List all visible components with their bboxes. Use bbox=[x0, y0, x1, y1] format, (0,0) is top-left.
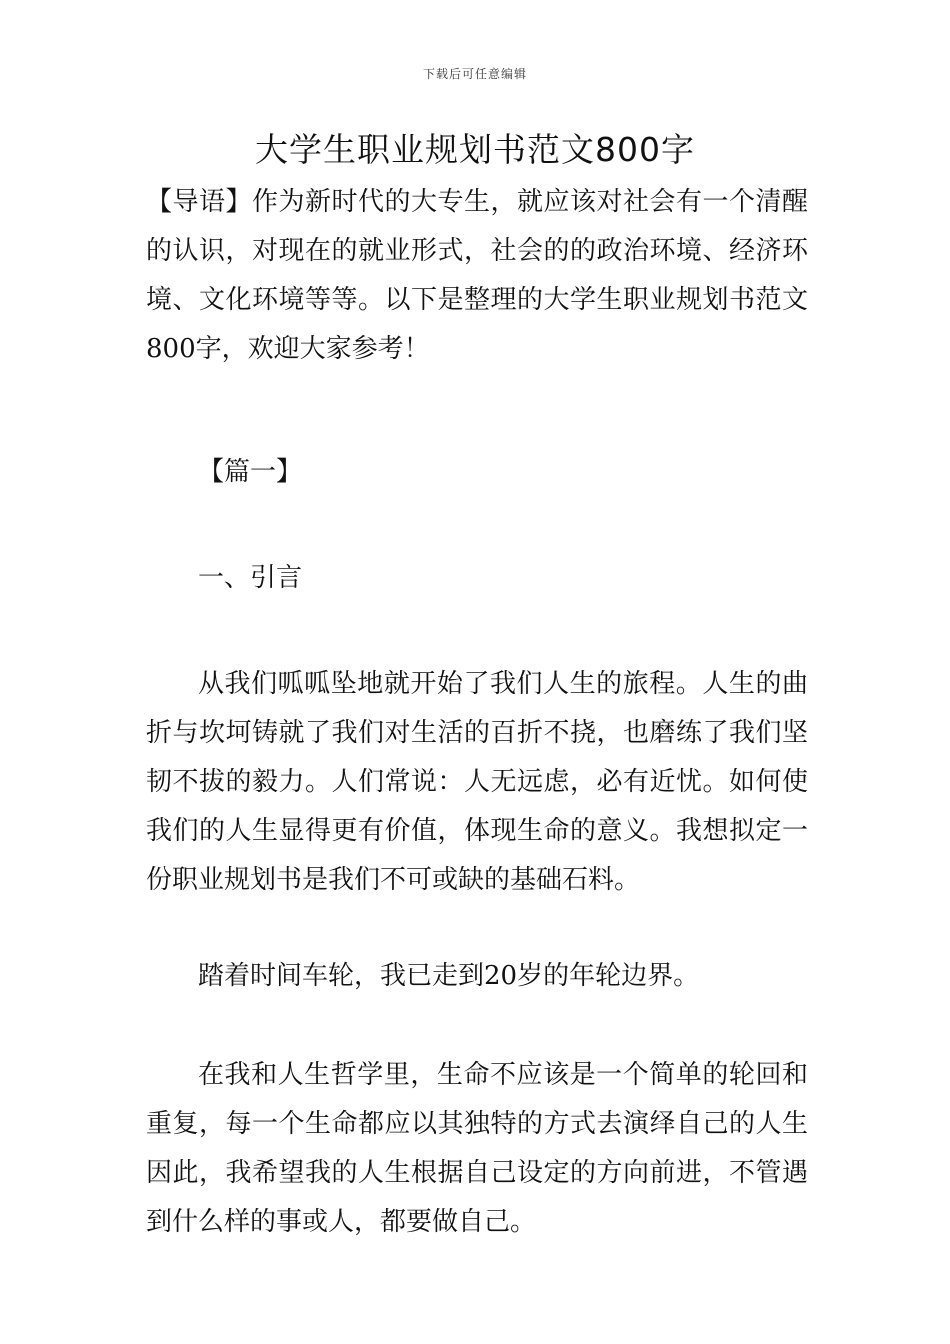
header-note: 下载后可任意编辑 bbox=[422, 67, 527, 81]
body-paragraph: 从我们呱呱坠地就开始了我们人生的旅程。人生的曲折与坎坷铸就了我们对生活的百折不挠，也磨练了我们坚韧不拔的毅力。人们常说：人无远虑，必有近忧。如何使我们的人生显得更有价值，体现生命的意义。我想拟定一份职业规划书是我们不可或缺的基础石料。 bbox=[146, 669, 808, 895]
intro-paragraph: 【导语】作为新时代的大专生，就应该对社会有一个清醒的认识，对现在的就业形式，社会的的政治环境、经济环境、文化环境等等。以下是整理的大学生职业规划书范文800字，欢迎大家参考！ bbox=[146, 187, 808, 364]
body-paragraph: 踏着时间车轮，我已走到20岁的年轮边界。 bbox=[198, 961, 700, 991]
document-body bbox=[146, 178, 808, 1247]
document-title: 大学生职业规划书范文800字 bbox=[255, 130, 695, 169]
body-paragraph: 在我和人生哲学里，生命不应该是一个简单的轮回和重复，每一个生命都应以其独特的方式去演绎自己的人生因此，我希望我的人生根据自己设定的方向前进，不管遇到什么样的事或人，都要做自己。 bbox=[146, 1060, 808, 1237]
section-heading: 一、引言 bbox=[198, 563, 303, 593]
section-label: 【篇一】 bbox=[198, 457, 303, 487]
